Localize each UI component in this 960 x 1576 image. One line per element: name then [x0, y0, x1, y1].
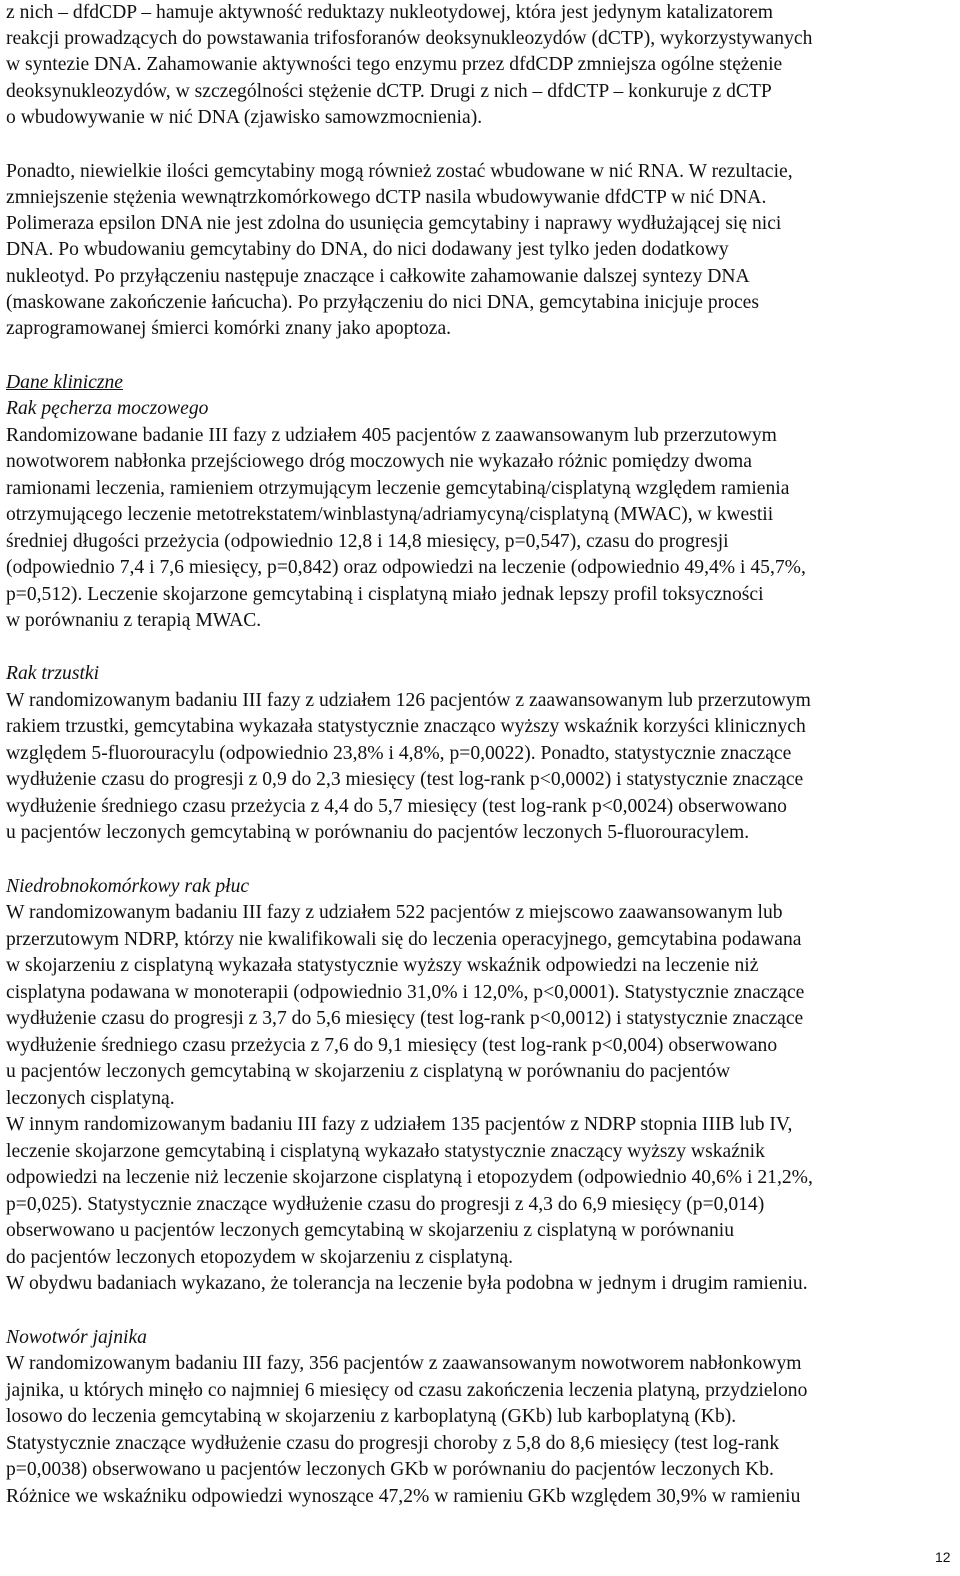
text-line: u pacjentów leczonych gemcytabiną w porównaniu do pacjentów leczonych 5-fluorouracylem. [6, 822, 750, 843]
page-number: 12 [935, 1549, 951, 1565]
text-line: o wbudowywanie w nić DNA (zjawisko samowzmocnienia). [6, 107, 483, 128]
text-line: otrzymującego leczenie metotrekstatem/winblastyną/adriamycyną/cisplatyną (MWAC), w kwestii [6, 504, 774, 525]
text-line: obserwowano u pacjentów leczonych gemcytabiną w skojarzeniu z cisplatyną w porównaniu [6, 1220, 734, 1241]
text-line: wydłużenie czasu do progresji z 3,7 do 5,6 miesięcy (test log-rank p<0,0012) i statystycznie znaczące [6, 1008, 804, 1029]
section-heading: Dane kliniczne [6, 372, 123, 393]
text-line: cisplatyna podawana w monoterapii (odpowiednio 31,0% i 12,0%, p<0,0001). Statystycznie znaczące [6, 982, 805, 1003]
text-line: Randomizowane badanie III fazy z udziałem 405 pacjentów z zaawansowanym lub przerzutowym [6, 425, 777, 446]
text-line: (odpowiednio 7,4 i 7,6 miesięcy, p=0,842) oraz odpowiedzi na leczenie (odpowiednio 49,4% i 45,7%, [6, 557, 806, 578]
text-line: deoksynukleozydów, w szczególności stężenie dCTP. Drugi z nich – dfdCTP – konkuruje z dCTP [6, 81, 772, 102]
text-line: jajnika, u których minęło co najmniej 6 miesięcy od czasu zakończenia leczenia platyną, przydzielono [6, 1380, 808, 1401]
text-line: losowo do leczenia gemcytabiną w skojarzeniu z karboplatyną (GKb) lub karboplatyną (Kb). [6, 1406, 737, 1427]
section-heading: Nowotwór jajnika [6, 1327, 147, 1348]
text-line: w porównaniu z terapią MWAC. [6, 610, 262, 631]
section-heading: Rak pęcherza moczowego [6, 398, 209, 419]
text-line: nowotworem nabłonka przejściowego dróg moczowych nie wykazało różnic pomiędzy dwoma [6, 451, 752, 472]
text-line: W innym randomizowanym badaniu III fazy z udziałem 135 pacjentów z NDRP stopnia IIIB lub IV, [6, 1114, 793, 1135]
text-line: Polimeraza epsilon DNA nie jest zdolna do usunięcia gemcytabiny i naprawy wydłużającej się nici [6, 213, 782, 234]
text-line: nukleotyd. Po przyłączeniu następuje znaczące i całkowite zahamowanie dalszej syntezy DNA [6, 266, 750, 287]
text-line: wydłużenie czasu do progresji z 0,9 do 2,3 miesięcy (test log-rank p<0,0002) i statystycznie znaczące [6, 769, 804, 790]
text-line: zaprogramowanej śmierci komórki znany jako apoptoza. [6, 318, 452, 339]
text-line: zmniejszenie stężenia wewnątrzkomórkowego dCTP nasila wbudowywanie dfdCTP w nić DNA. [6, 187, 767, 208]
text-line: rakiem trzustki, gemcytabina wykazała statystycznie znacząco wyższy wskaźnik korzyści klinicznych [6, 716, 806, 737]
text-line: leczonych cisplatyną. [6, 1088, 175, 1109]
text-line: W randomizowanym badaniu III fazy z udziałem 126 pacjentów z zaawansowanym lub przerzutowym [6, 690, 811, 711]
section-heading: Niedrobnokomórkowy rak płuc [6, 876, 250, 897]
text-line: przerzutowym NDRP, którzy nie kwalifikowali się do leczenia operacyjnego, gemcytabina podawana [6, 929, 802, 950]
text-line: wydłużenie średniego czasu przeżycia z 4,4 do 5,7 miesięcy (test log-rank p<0,0024) obserwowano [6, 796, 787, 817]
section-heading: Rak trzustki [6, 663, 100, 684]
text-line: wydłużenie średniego czasu przeżycia z 7,6 do 9,1 miesięcy (test log-rank p<0,004) obserwowano [6, 1035, 778, 1056]
text-line: średniej długości przeżycia (odpowiednio 12,8 i 14,8 miesięcy, p=0,547), czasu do progresji [6, 531, 729, 552]
text-line: z nich – dfdCDP – hamuje aktywność reduktazy nukleotydowej, która jest jedynym katalizatorem [6, 2, 774, 23]
text-line: reakcji prowadzących do powstawania trifosforanów deoksynukleozydów (dCTP), wykorzystywanych [6, 28, 813, 49]
text-line: ramionami leczenia, ramieniem otrzymującym leczenie gemcytabiną/cisplatyną względem ramienia [6, 478, 790, 499]
text-line: Różnice we wskaźniku odpowiedzi wynoszące 47,2% w ramieniu GKb względem 30,9% w ramieniu [6, 1486, 801, 1507]
text-line: p=0,512). Leczenie skojarzone gemcytabiną i cisplatyną miało jednak lepszy profil toksyczności [6, 584, 764, 605]
text-line: leczenie skojarzone gemcytabiną i cisplatyną wykazało statystycznie znaczący wyższy wskaźnik [6, 1141, 765, 1162]
text-line: do pacjentów leczonych etopozydem w skojarzeniu z cisplatyną. [6, 1247, 514, 1268]
text-line: (maskowane zakończenie łańcucha). Po przyłączeniu do nici DNA, gemcytabina inicjuje proces [6, 292, 759, 313]
text-line: w syntezie DNA. Zahamowanie aktywności tego enzymu przez dfdCDP zmniejsza ogólne stężenie [6, 54, 783, 75]
text-line: p=0,0038) obserwowano u pacjentów leczonych GKb w porównaniu do pacjentów leczonych Kb. [6, 1459, 774, 1480]
text-line: W randomizowanym badaniu III fazy, 356 pacjentów z zaawansowanym nowotworem nabłonkowym [6, 1353, 802, 1374]
text-line: Statystycznie znaczące wydłużenie czasu do progresji choroby z 5,8 do 8,6 miesięcy (test log-rank [6, 1433, 780, 1454]
text-line: W randomizowanym badaniu III fazy z udziałem 522 pacjentów z miejscowo zaawansowanym lub [6, 902, 783, 923]
text-line: p=0,025). Statystycznie znaczące wydłużenie czasu do progresji z 4,3 do 6,9 miesięcy (p=0,014) [6, 1194, 765, 1215]
text-line: W obydwu badaniach wykazano, że tolerancja na leczenie była podobna w jednym i drugim ramieniu. [6, 1273, 808, 1294]
text-line: odpowiedzi na leczenie niż leczenie skojarzone cisplatyną i etopozydem (odpowiednio 40,6% i 21,2%, [6, 1167, 813, 1188]
text-line: u pacjentów leczonych gemcytabiną w skojarzeniu z cisplatyną w porównaniu do pacjentów [6, 1061, 731, 1082]
text-line: w skojarzeniu z cisplatyną wykazała statystycznie wyższy wskaźnik odpowiedzi na leczenie niż [6, 955, 759, 976]
text-line: względem 5-fluorouracylu (odpowiednio 23,8% i 4,8%, p=0,0022). Ponadto, statystycznie znaczące [6, 743, 792, 764]
text-line: DNA. Po wbudowaniu gemcytabiny do DNA, do nici dodawany jest tylko jeden dodatkowy [6, 239, 729, 260]
text-line: Ponadto, niewielkie ilości gemcytabiny mogą również zostać wbudowane w nić RNA. W rezultacie, [6, 161, 793, 182]
